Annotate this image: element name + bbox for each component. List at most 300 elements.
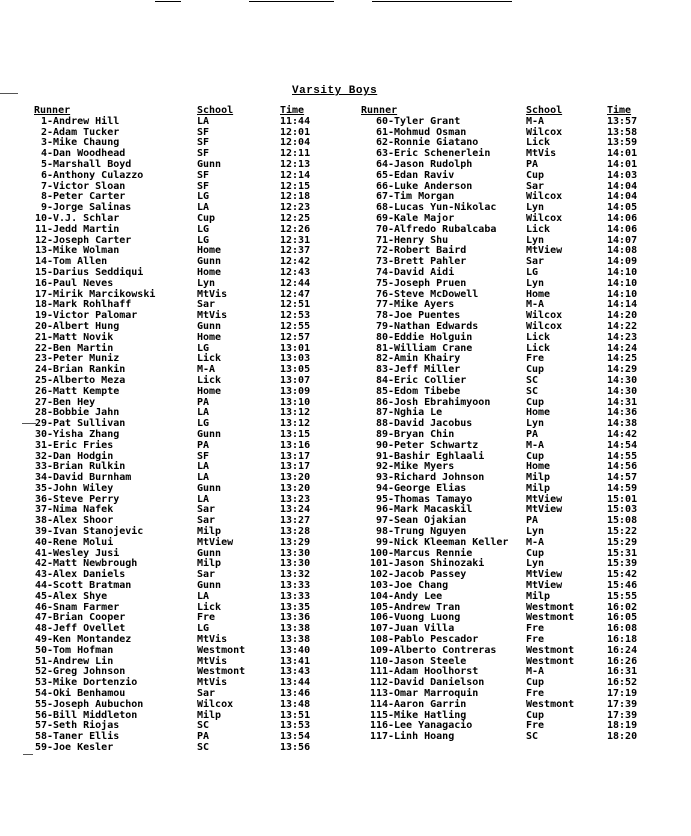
finish-time: 13:29 bbox=[280, 536, 311, 548]
runner-name: 37-Nima Nafek bbox=[34, 504, 114, 516]
school: Home bbox=[197, 331, 222, 343]
finish-time: 13:24 bbox=[280, 504, 311, 516]
school: Sar bbox=[197, 688, 216, 700]
runner-name: 36-Steve Perry bbox=[34, 493, 120, 505]
finish-time: 18:20 bbox=[607, 731, 638, 743]
runner-name: 71-Henry Shu bbox=[375, 234, 449, 246]
finish-time: 12:51 bbox=[280, 299, 311, 311]
margin-mark-top bbox=[0, 93, 18, 94]
school: M-A bbox=[526, 439, 545, 451]
runner-name: 43-Alex Daniels bbox=[34, 569, 126, 581]
school: MtView bbox=[526, 569, 563, 581]
finish-time: 14:07 bbox=[607, 234, 638, 246]
finish-time: 12:26 bbox=[280, 223, 311, 235]
finish-time: 14:04 bbox=[607, 180, 638, 192]
school: Cup bbox=[526, 450, 545, 462]
finish-time: 14:42 bbox=[607, 428, 638, 440]
runner-name: 40-Rene Molui bbox=[34, 536, 114, 548]
school: M-A bbox=[526, 666, 545, 678]
runner-name: 42-Matt Newbrough bbox=[34, 558, 138, 570]
finish-time: 14:30 bbox=[607, 385, 638, 397]
school: SC bbox=[197, 742, 210, 754]
school: MtView bbox=[526, 504, 563, 516]
runner-name: 117-Linh Hoang bbox=[369, 731, 455, 743]
finish-time: 14:03 bbox=[607, 169, 638, 181]
school: SF bbox=[197, 126, 210, 138]
runner-name: 111-Adam Hoolhorst bbox=[369, 666, 479, 678]
finish-time: 13:33 bbox=[280, 580, 311, 592]
school: Lyn bbox=[526, 277, 545, 289]
school-header: School bbox=[197, 105, 234, 116]
runner-name: 53-Mike Dortenzio bbox=[34, 677, 138, 689]
runner-name: 49-Ken Montandez bbox=[34, 634, 132, 646]
runner-name: 116-Lee Yanagacio bbox=[369, 720, 473, 732]
finish-time: 12:47 bbox=[280, 288, 311, 300]
runner-name: 30-Yisha Zhang bbox=[34, 428, 120, 440]
runner-name: 15-Darius Seddiqui bbox=[34, 266, 144, 278]
runner-name: 94-George Elias bbox=[375, 482, 467, 494]
school: Sar bbox=[197, 299, 216, 311]
runner-name: 1-Andrew Hill bbox=[40, 115, 120, 127]
finish-time: 12:11 bbox=[280, 148, 311, 160]
runner-name: 51-Andrew Lin bbox=[34, 655, 114, 667]
school: MtView bbox=[197, 536, 234, 548]
school: Lick bbox=[197, 374, 222, 386]
school: LG bbox=[197, 234, 210, 246]
school: Lick bbox=[197, 353, 222, 365]
finish-time: 15:46 bbox=[607, 580, 638, 592]
school: Home bbox=[526, 407, 551, 419]
finish-time: 14:55 bbox=[607, 450, 638, 462]
school: SC bbox=[526, 385, 539, 397]
finish-time: 12:04 bbox=[280, 137, 311, 149]
school: Milp bbox=[526, 482, 551, 494]
school: Cup bbox=[526, 677, 545, 689]
school: LA bbox=[197, 461, 210, 473]
school: Cup bbox=[526, 169, 545, 181]
runner-name: 80-Eddie Holguin bbox=[375, 331, 473, 343]
runner-name: 78-Joe Puentes bbox=[375, 310, 461, 322]
school: Lyn bbox=[526, 418, 545, 430]
finish-time: 13:27 bbox=[280, 515, 311, 527]
runner-name: 10-V.J. Schlar bbox=[34, 212, 120, 224]
finish-time: 14:08 bbox=[607, 245, 638, 257]
finish-time: 14:57 bbox=[607, 472, 638, 484]
finish-time: 14:01 bbox=[607, 158, 638, 170]
finish-time: 14:10 bbox=[607, 277, 638, 289]
finish-time: 16:18 bbox=[607, 634, 638, 646]
page-title: Varsity Boys bbox=[292, 85, 378, 97]
runner-name: 50-Tom Hofman bbox=[34, 644, 114, 656]
finish-time: 12:44 bbox=[280, 277, 311, 289]
school: LA bbox=[197, 202, 210, 214]
school: PA bbox=[197, 396, 210, 408]
runner-name: 8-Peter Carter bbox=[40, 191, 126, 203]
finish-time: 14:06 bbox=[607, 223, 638, 235]
finish-time: 14:23 bbox=[607, 331, 638, 343]
runner-name: 104-Andy Lee bbox=[369, 590, 443, 602]
runner-name: 17-Mirik Marcikowski bbox=[34, 288, 156, 300]
school: MtView bbox=[526, 245, 563, 257]
finish-time: 16:24 bbox=[607, 644, 638, 656]
finish-time: 16:26 bbox=[607, 655, 638, 667]
school: Milp bbox=[197, 558, 222, 570]
school: PA bbox=[526, 515, 539, 527]
runner-name: 35-John Wiley bbox=[34, 482, 114, 494]
finish-time: 13:38 bbox=[280, 634, 311, 646]
runner-name: 11-Jedd Martin bbox=[34, 223, 120, 235]
school: Westmont bbox=[526, 644, 575, 656]
runner-name: 23-Peter Muniz bbox=[34, 353, 120, 365]
runner-name: 108-Pablo Pescador bbox=[369, 634, 479, 646]
runner-name: 99-Nick Kleeman Keller bbox=[375, 536, 509, 548]
school: LG bbox=[197, 623, 210, 635]
finish-time: 13:09 bbox=[280, 385, 311, 397]
finish-time: 13:20 bbox=[280, 472, 311, 484]
school: Lyn bbox=[526, 558, 545, 570]
school: Wilcox bbox=[526, 310, 563, 322]
finish-time: 13:33 bbox=[280, 590, 311, 602]
finish-time: 13:35 bbox=[280, 601, 311, 613]
finish-time: 13:28 bbox=[280, 526, 311, 538]
finish-time: 13:38 bbox=[280, 623, 311, 635]
school: Lick bbox=[197, 601, 222, 613]
school: MtVis bbox=[197, 634, 228, 646]
school: LA bbox=[197, 472, 210, 484]
runner-name: 84-Eric Collier bbox=[375, 374, 467, 386]
school: PA bbox=[197, 731, 210, 743]
finish-time: 13:46 bbox=[280, 688, 311, 700]
school: M-A bbox=[526, 299, 545, 311]
runner-name: 20-Albert Hung bbox=[34, 320, 120, 332]
runner-name: 74-David Aidi bbox=[375, 266, 455, 278]
school: LG bbox=[197, 191, 210, 203]
school: Sar bbox=[526, 256, 545, 268]
school: PA bbox=[526, 428, 539, 440]
finish-time: 12:42 bbox=[280, 256, 311, 268]
runner-name: 63-Eric Schenerlein bbox=[375, 148, 491, 160]
finish-time: 13:17 bbox=[280, 461, 311, 473]
school: MtVis bbox=[197, 310, 228, 322]
runner-name: 89-Bryan Chin bbox=[375, 428, 455, 440]
school: Cup bbox=[526, 709, 545, 721]
finish-time: 12:13 bbox=[280, 158, 311, 170]
school: Milp bbox=[526, 590, 551, 602]
school: Milp bbox=[526, 472, 551, 484]
runner-name: 95-Thomas Tamayo bbox=[375, 493, 473, 505]
school: Gunn bbox=[197, 256, 222, 268]
school: M-A bbox=[526, 536, 545, 548]
finish-time: 14:29 bbox=[607, 364, 638, 376]
runner-name: 107-Juan Villa bbox=[369, 623, 455, 635]
runner-name: 69-Kale Major bbox=[375, 212, 455, 224]
finish-time: 14:38 bbox=[607, 418, 638, 430]
finish-time: 15:42 bbox=[607, 569, 638, 581]
runner-name: 115-Mike Hatling bbox=[369, 709, 467, 721]
finish-time: 13:57 bbox=[607, 115, 638, 127]
finish-time: 13:17 bbox=[280, 450, 311, 462]
runner-name: 32-Dan Hodgin bbox=[34, 450, 114, 462]
finish-time: 13:53 bbox=[280, 720, 311, 732]
school: Lyn bbox=[526, 202, 545, 214]
school: PA bbox=[197, 439, 210, 451]
finish-time: 13:51 bbox=[280, 709, 311, 721]
finish-time: 13:43 bbox=[280, 666, 311, 678]
school: Sar bbox=[197, 504, 216, 516]
school: Wilcox bbox=[526, 320, 563, 332]
runner-name: 85-Edom Tibebe bbox=[375, 385, 461, 397]
school: Westmont bbox=[526, 612, 575, 624]
school: Lyn bbox=[526, 234, 545, 246]
finish-time: 14:25 bbox=[607, 353, 638, 365]
runner-name: 75-Joseph Pruen bbox=[375, 277, 467, 289]
finish-time: 14:10 bbox=[607, 266, 638, 278]
runner-name: 54-Oki Benhamou bbox=[34, 688, 126, 700]
school: MtView bbox=[526, 580, 563, 592]
runner-name: 38-Alex Shoor bbox=[34, 515, 114, 527]
runner-name: 112-David Danielson bbox=[369, 677, 485, 689]
school: PA bbox=[526, 158, 539, 170]
school: Gunn bbox=[197, 482, 222, 494]
school: Fre bbox=[526, 623, 545, 635]
finish-time: 16:02 bbox=[607, 601, 638, 613]
runner-name: 100-Marcus Rennie bbox=[369, 547, 473, 559]
school: SF bbox=[197, 450, 210, 462]
finish-time: 12:01 bbox=[280, 126, 311, 138]
school: Lyn bbox=[197, 277, 216, 289]
runner-name: 7-Victor Sloan bbox=[40, 180, 126, 192]
finish-time: 15:01 bbox=[607, 493, 638, 505]
finish-time: 12:37 bbox=[280, 245, 311, 257]
finish-time: 12:43 bbox=[280, 266, 311, 278]
runner-name: 34-David Burnham bbox=[34, 472, 132, 484]
school: Lick bbox=[526, 342, 551, 354]
runner-name: 97-Sean Ojakian bbox=[375, 515, 467, 527]
finish-time: 13:23 bbox=[280, 493, 311, 505]
runner-name: 59-Joe Kesler bbox=[34, 742, 114, 754]
finish-time: 16:31 bbox=[607, 666, 638, 678]
school: Home bbox=[526, 288, 551, 300]
finish-time: 13:58 bbox=[607, 126, 638, 138]
finish-time: 13:44 bbox=[280, 677, 311, 689]
school: Milp bbox=[197, 709, 222, 721]
school: Lick bbox=[526, 223, 551, 235]
finish-time: 13:30 bbox=[280, 558, 311, 570]
runner-name: 31-Eric Fries bbox=[34, 439, 114, 451]
finish-time: 18:19 bbox=[607, 720, 638, 732]
finish-time: 14:30 bbox=[607, 374, 638, 386]
school: SF bbox=[197, 148, 210, 160]
finish-time: 16:52 bbox=[607, 677, 638, 689]
runner-name: 65-Edan Raviv bbox=[375, 169, 455, 181]
runner-name: 102-Jacob Passey bbox=[369, 569, 467, 581]
runner-name: 24-Brian Rankin bbox=[34, 364, 126, 376]
school: SF bbox=[197, 180, 210, 192]
school: Wilcox bbox=[526, 191, 563, 203]
runner-name: 19-Victor Palomar bbox=[34, 310, 138, 322]
runner-name: 25-Alberto Meza bbox=[34, 374, 126, 386]
runner-name: 109-Alberto Contreras bbox=[369, 644, 497, 656]
school: Westmont bbox=[526, 655, 575, 667]
school: Fre bbox=[526, 634, 545, 646]
finish-time: 14:59 bbox=[607, 482, 638, 494]
finish-time: 17:39 bbox=[607, 709, 638, 721]
runner-name: 58-Taner Ellis bbox=[34, 731, 120, 743]
runner-name: 45-Alex Shye bbox=[34, 590, 108, 602]
school: Wilcox bbox=[526, 126, 563, 138]
school: Westmont bbox=[526, 698, 575, 710]
finish-time: 13:05 bbox=[280, 364, 311, 376]
finish-time: 13:40 bbox=[280, 644, 311, 656]
runner-name: 86-Josh Ebrahimyoon bbox=[375, 396, 491, 408]
runner-name: 64-Jason Rudolph bbox=[375, 158, 473, 170]
runner-name: 93-Richard Johnson bbox=[375, 472, 485, 484]
finish-time: 12:15 bbox=[280, 180, 311, 192]
school: Lick bbox=[526, 331, 551, 343]
runner-name: 27-Ben Hey bbox=[34, 396, 96, 408]
finish-time: 13:59 bbox=[607, 137, 638, 149]
finish-time: 13:12 bbox=[280, 418, 311, 430]
finish-time: 13:12 bbox=[280, 407, 311, 419]
runner-name: 113-Omar Marroquin bbox=[369, 688, 479, 700]
school: LA bbox=[197, 493, 210, 505]
finish-time: 12:14 bbox=[280, 169, 311, 181]
school: Cup bbox=[197, 212, 216, 224]
finish-time: 11:44 bbox=[280, 115, 311, 127]
finish-time: 15:55 bbox=[607, 590, 638, 602]
runner-name: 2-Adam Tucker bbox=[40, 126, 120, 138]
finish-time: 14:09 bbox=[607, 256, 638, 268]
runner-name: 4-Dan Woodhead bbox=[40, 148, 126, 160]
finish-time: 17:39 bbox=[607, 698, 638, 710]
runner-name: 5-Marshall Boyd bbox=[40, 158, 132, 170]
runner-name: 29-Pat Sullivan bbox=[34, 418, 126, 430]
margin-mark-bottom bbox=[23, 754, 33, 755]
school: Cup bbox=[526, 396, 545, 408]
school: M-A bbox=[197, 364, 216, 376]
runner-name: 18-Mark Rohlhaff bbox=[34, 299, 132, 311]
finish-time: 12:31 bbox=[280, 234, 311, 246]
finish-time: 14:04 bbox=[607, 191, 638, 203]
runner-name: 60-Tyler Grant bbox=[375, 115, 461, 127]
school: Lyn bbox=[526, 526, 545, 538]
finish-time: 13:32 bbox=[280, 569, 311, 581]
runner-name: 3-Mike Chaung bbox=[40, 137, 120, 149]
runner-name: 6-Anthony Culazzo bbox=[40, 169, 144, 181]
runner-name: 61-Mohmud Osman bbox=[375, 126, 467, 138]
school: Cup bbox=[526, 364, 545, 376]
runner-name: 16-Paul Neves bbox=[34, 277, 114, 289]
finish-time: 15:31 bbox=[607, 547, 638, 559]
finish-time: 13:16 bbox=[280, 439, 311, 451]
finish-time: 12:25 bbox=[280, 212, 311, 224]
finish-time: 15:22 bbox=[607, 526, 638, 538]
school: Home bbox=[197, 385, 222, 397]
runner-name: 91-Bashir Eghlaali bbox=[375, 450, 485, 462]
school: Sar bbox=[526, 180, 545, 192]
finish-time: 15:29 bbox=[607, 536, 638, 548]
runner-name: 96-Mark Macaskil bbox=[375, 504, 473, 516]
top-rule-right bbox=[372, 1, 512, 2]
finish-time: 17:19 bbox=[607, 688, 638, 700]
finish-time: 12:53 bbox=[280, 310, 311, 322]
runner-name: 67-Tim Morgan bbox=[375, 191, 455, 203]
runner-name: 52-Greg Johnson bbox=[34, 666, 126, 678]
school: Fre bbox=[197, 612, 216, 624]
school: LG bbox=[197, 418, 210, 430]
school: Wilcox bbox=[197, 698, 234, 710]
runner-name: 68-Lucas Yun-Nikolac bbox=[375, 202, 497, 214]
runner-name: 39-Ivan Stanojevic bbox=[34, 526, 144, 538]
runner-name: 26-Matt Kempte bbox=[34, 385, 120, 397]
runner-name: 105-Andrew Tran bbox=[369, 601, 461, 613]
finish-time: 14:10 bbox=[607, 288, 638, 300]
finish-time: 16:05 bbox=[607, 612, 638, 624]
finish-time: 13:54 bbox=[280, 731, 311, 743]
school: Sar bbox=[197, 569, 216, 581]
finish-time: 14:06 bbox=[607, 212, 638, 224]
runner-name: 57-Seth Riojas bbox=[34, 720, 120, 732]
school: Sar bbox=[197, 515, 216, 527]
runner-name: 73-Brett Pahler bbox=[375, 256, 467, 268]
finish-time: 14:54 bbox=[607, 439, 638, 451]
school: Cup bbox=[526, 547, 545, 559]
finish-time: 16:08 bbox=[607, 623, 638, 635]
school: Westmont bbox=[526, 601, 575, 613]
finish-time: 13:10 bbox=[280, 396, 311, 408]
school: LG bbox=[197, 223, 210, 235]
school: SC bbox=[526, 731, 539, 743]
finish-time: 12:57 bbox=[280, 331, 311, 343]
runner-name: 13-Mike Wolman bbox=[34, 245, 120, 257]
school: MtVis bbox=[197, 288, 228, 300]
finish-time: 13:01 bbox=[280, 342, 311, 354]
finish-time: 15:03 bbox=[607, 504, 638, 516]
school: SC bbox=[526, 374, 539, 386]
runner-name: 77-Mike Ayers bbox=[375, 299, 455, 311]
runner-name: 44-Scott Bratman bbox=[34, 580, 132, 592]
runner-name: 9-Jorge Salinas bbox=[40, 202, 132, 214]
school: Gunn bbox=[197, 158, 222, 170]
school: MtVis bbox=[197, 655, 228, 667]
top-rule-left bbox=[155, 1, 181, 2]
runner-name: 98-Trung Nguyen bbox=[375, 526, 467, 538]
runner-name: 83-Jeff Miller bbox=[375, 364, 461, 376]
runner-name: 88-David Jacobus bbox=[375, 418, 473, 430]
school: Gunn bbox=[197, 320, 222, 332]
finish-time: 12:55 bbox=[280, 320, 311, 332]
finish-time: 14:24 bbox=[607, 342, 638, 354]
time-header: Time bbox=[280, 105, 305, 116]
finish-time: 15:08 bbox=[607, 515, 638, 527]
finish-time: 13:15 bbox=[280, 428, 311, 440]
runner-name: 28-Bobbie Jahn bbox=[34, 407, 120, 419]
school: LA bbox=[197, 115, 210, 127]
school: Westmont bbox=[197, 666, 246, 678]
school: Fre bbox=[526, 353, 545, 365]
runner-name: 66-Luke Anderson bbox=[375, 180, 473, 192]
school: MtVis bbox=[197, 677, 228, 689]
school: Home bbox=[197, 245, 222, 257]
school: LA bbox=[197, 590, 210, 602]
finish-time: 13:56 bbox=[280, 742, 311, 754]
runner-name: 110-Jason Steele bbox=[369, 655, 467, 667]
school: Wilcox bbox=[526, 212, 563, 224]
top-rule-mid bbox=[249, 1, 334, 2]
finish-time: 12:18 bbox=[280, 191, 311, 203]
finish-time: 15:39 bbox=[607, 558, 638, 570]
school: SF bbox=[197, 169, 210, 181]
